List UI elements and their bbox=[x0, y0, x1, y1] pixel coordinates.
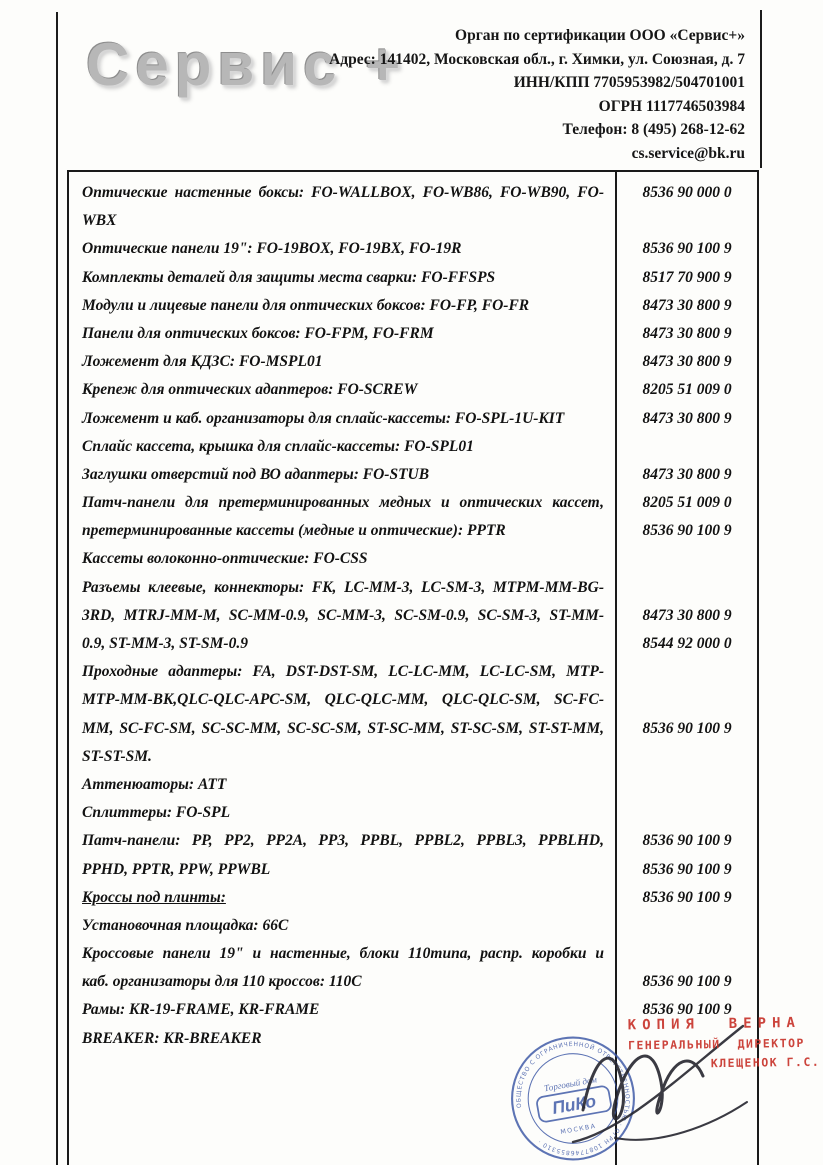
row-text-line: Патч-панели: PP, PP2, PP2A, PP3, PPBL, PPBL2, PPBL3, PPBLHD, bbox=[82, 832, 604, 850]
row-codes bbox=[617, 658, 757, 771]
seal-bottom-text: МОСКВА bbox=[559, 1122, 597, 1137]
row-description bbox=[69, 658, 615, 771]
row-text-line: BREAKER: KR-BREAKER bbox=[82, 1029, 262, 1047]
org-address: Адрес: 141402, Московская обл., г. Химки, ул. Союзная, д. 7 bbox=[329, 50, 745, 68]
seal-ring-text: ОБЩЕСТВО С ОГРАНИЧЕННОЙ ОТВЕТСТВЕННОСТЬЮ · ОГРН 1087746855310 · bbox=[515, 1040, 631, 1157]
table-row bbox=[69, 461, 757, 489]
row-text-line: Патч-панели для претерминированных медных и оптических кассет, bbox=[82, 494, 604, 512]
row-description bbox=[69, 405, 615, 433]
table-row bbox=[69, 884, 757, 912]
row-code: 8473 30 800 9 bbox=[642, 353, 732, 371]
table-row bbox=[69, 179, 757, 235]
row-text-line: Кроссы под плинты: bbox=[82, 888, 226, 906]
table-row bbox=[69, 376, 757, 404]
copy-verna-line: КОПИЯ ВЕРНА bbox=[627, 1014, 801, 1034]
table-row bbox=[69, 545, 757, 573]
row-code: 8473 30 800 9 bbox=[642, 296, 732, 314]
table-row bbox=[69, 827, 757, 883]
row-code bbox=[617, 940, 757, 968]
row-code: 8536 90 000 0 bbox=[642, 184, 732, 201]
row-description bbox=[69, 433, 615, 461]
scan-artifact-left-line bbox=[56, 12, 58, 1165]
table-row bbox=[69, 405, 757, 433]
row-code bbox=[617, 658, 757, 686]
seal-center-top-text: Торговый дом bbox=[543, 1074, 598, 1094]
row-text-line: Крепеж для оптических адаптеров: FO-SCREW bbox=[82, 381, 418, 399]
row-text-line: Кроссовые панели 19" и настенные, блоки 110типа, распр. коробки и bbox=[82, 945, 604, 963]
row-code: 8473 30 800 9 bbox=[642, 324, 732, 342]
row-codes bbox=[617, 235, 757, 263]
row-description bbox=[69, 545, 615, 573]
row-codes bbox=[617, 545, 757, 573]
org-ogrn: ОГРН 1117746503984 bbox=[598, 97, 745, 115]
org-header-block bbox=[329, 24, 745, 165]
signature-tail bbox=[615, 1102, 747, 1140]
row-codes bbox=[617, 884, 757, 912]
row-text-line: Ложемент для КДЗС: FO-MSPL01 bbox=[82, 353, 323, 371]
row-codes bbox=[617, 405, 757, 433]
row-code: 8473 30 800 9 bbox=[642, 465, 732, 483]
row-code: 8536 90 100 9 bbox=[642, 719, 732, 737]
director-title-line: ГЕНЕРАЛЬНЫЙ ДИРЕКТОР bbox=[627, 1035, 806, 1053]
row-codes bbox=[617, 799, 757, 827]
table-row bbox=[69, 658, 757, 771]
table-row bbox=[69, 348, 757, 376]
row-text-line: Панели для оптических боксов: FO-FPM, FO-FRM bbox=[82, 324, 434, 342]
table-row bbox=[69, 771, 757, 799]
row-text-line: Проходные адаптеры: FA, DST-DST-SM, LC-LC-MM, LC-LC-SM, MTP- bbox=[82, 663, 604, 681]
row-description bbox=[69, 884, 615, 912]
row-code: 8536 90 100 9 bbox=[642, 860, 732, 878]
row-codes bbox=[617, 461, 757, 489]
scan-artifact-right-line bbox=[760, 10, 762, 168]
row-description bbox=[69, 489, 615, 545]
row-codes bbox=[617, 771, 757, 799]
row-description bbox=[69, 292, 615, 320]
row-text-line: PPHD, PPTR, PPW, PPWBL bbox=[82, 860, 271, 878]
company-logo: Сервис + bbox=[86, 31, 407, 98]
row-description bbox=[69, 771, 615, 799]
row-description bbox=[69, 827, 615, 883]
table-row bbox=[69, 433, 757, 461]
table-row bbox=[69, 489, 757, 545]
row-text-line: MTP-MM-BK,QLC-QLC-APC-SM, QLC-QLC-MM, QLC-QLC-SM, SC-FC- bbox=[82, 691, 604, 709]
row-text-line: Кассеты волоконно-оптические: FO-CSS bbox=[82, 550, 368, 568]
row-description bbox=[69, 799, 615, 827]
row-code bbox=[617, 545, 757, 573]
table-row bbox=[69, 574, 757, 659]
row-code bbox=[617, 743, 757, 771]
row-text-line: 0.9, ST-MM-3, ST-SM-0.9 bbox=[82, 635, 248, 652]
row-code bbox=[617, 433, 757, 461]
row-text-line: Сплиттеры: FO-SPL bbox=[82, 804, 231, 822]
row-codes bbox=[617, 940, 757, 996]
table-row bbox=[69, 912, 757, 940]
row-code: 8536 90 100 9 bbox=[642, 240, 732, 258]
row-text-line: MM, SC-FC-SM, SC-SC-MM, SC-SC-SM, ST-SC-MM, ST-SC-SM, ST-ST-MM, bbox=[82, 719, 604, 737]
row-codes bbox=[617, 489, 757, 545]
table-row bbox=[69, 940, 757, 996]
row-code: 8536 90 100 9 bbox=[642, 888, 732, 906]
row-code bbox=[617, 771, 757, 799]
org-inn-kpp: ИНН/КПП 7705953982/504701001 bbox=[513, 74, 745, 91]
row-text-line: Оптические настенные боксы: FO-WALLBOX, FO-WB86, FO-WB90, FO- bbox=[82, 184, 604, 201]
row-codes bbox=[617, 827, 757, 883]
row-description bbox=[69, 320, 615, 348]
row-code: 8205 51 009 0 bbox=[642, 494, 732, 512]
copy-verna-stamp bbox=[628, 1015, 823, 1072]
row-text-line: Оптические панели 19": FO-19BOX, FO-19BX, FO-19R bbox=[82, 240, 462, 258]
org-name: Орган по сертификации ООО «Сервис+» bbox=[455, 27, 745, 44]
row-code bbox=[617, 574, 757, 602]
row-description bbox=[69, 376, 615, 404]
row-codes bbox=[617, 912, 757, 940]
row-description bbox=[69, 235, 615, 263]
table-row bbox=[69, 264, 757, 292]
row-code: 8536 90 100 9 bbox=[642, 1001, 732, 1019]
row-code bbox=[617, 799, 757, 827]
row-description bbox=[69, 348, 615, 376]
row-codes bbox=[617, 433, 757, 461]
row-text-line: Модули и лицевые панели для оптических боксов: FO-FP, FO-FR bbox=[82, 296, 530, 314]
row-text-line: ST-ST-SM. bbox=[82, 747, 152, 765]
row-code: 8536 90 100 9 bbox=[642, 973, 732, 991]
row-codes bbox=[617, 292, 757, 320]
row-description bbox=[69, 461, 615, 489]
row-code: 8473 30 800 9 bbox=[642, 409, 732, 427]
row-description bbox=[69, 264, 615, 292]
row-codes bbox=[617, 376, 757, 404]
row-code bbox=[617, 207, 757, 235]
row-text-line: Ложемент и каб. организаторы для сплайс-кассеты: FO-SPL-1U-KIT bbox=[82, 409, 565, 427]
row-codes bbox=[617, 264, 757, 292]
row-code: 8536 90 100 9 bbox=[642, 832, 732, 850]
table-row bbox=[69, 320, 757, 348]
table-row bbox=[69, 292, 757, 320]
row-text-line: Сплайс кассета, крышка для сплайс-кассеты: FO-SPL01 bbox=[82, 437, 474, 455]
row-text-line: каб. организаторы для 110 кроссов: 110C bbox=[82, 973, 362, 991]
table-row bbox=[69, 799, 757, 827]
row-codes bbox=[617, 348, 757, 376]
row-text-line: Рамы: KR-19-FRAME, KR-FRAME bbox=[82, 1001, 320, 1019]
row-code: 8517 70 900 9 bbox=[642, 268, 732, 286]
director-name-line: КЛЕЩЕНОК Г.С. bbox=[710, 1054, 821, 1071]
row-text-line: Разъемы клеевые, коннекторы: FK, LC-MM-3, LC-SM-3, MTPM-MM-BG- bbox=[82, 578, 604, 596]
row-text-line: Аттенюаторы: ATT bbox=[82, 775, 227, 793]
row-description bbox=[69, 179, 615, 235]
row-text-line: Установочная площадка: 66C bbox=[82, 916, 289, 934]
row-description bbox=[69, 912, 615, 940]
row-description bbox=[69, 574, 615, 659]
row-code bbox=[617, 912, 757, 940]
row-codes bbox=[617, 574, 757, 659]
row-code bbox=[617, 686, 757, 714]
org-phone: Телефон: 8 (495) 268-12-62 bbox=[562, 121, 745, 138]
row-text-line: 3RD, MTRJ-MM-M, SC-MM-0.9, SC-MM-3, SC-SM-0.9, SC-SM-3, ST-MM- bbox=[82, 606, 604, 624]
table-row bbox=[69, 235, 757, 263]
row-code: 8205 51 009 0 bbox=[642, 381, 732, 399]
org-email: cs.service@bk.ru bbox=[631, 144, 745, 162]
row-codes bbox=[617, 179, 757, 235]
row-text-line: WBX bbox=[82, 212, 117, 230]
seal-logo-text: ПиКо bbox=[550, 1090, 598, 1118]
row-codes bbox=[617, 320, 757, 348]
row-description bbox=[69, 996, 615, 1024]
row-description bbox=[69, 940, 615, 996]
row-text-line: Заглушки отверстий под ВО адаптеры: FO-STUB bbox=[82, 465, 430, 483]
row-text-line: претерминированные кассеты (медные и оптические): PPTR bbox=[82, 522, 506, 540]
row-code: 8473 30 800 9 bbox=[642, 606, 732, 624]
row-code: 8536 90 100 9 bbox=[642, 522, 732, 540]
row-text-line: Комплекты деталей для защиты места сварки: FO-FFSPS bbox=[82, 268, 496, 286]
row-code: 8544 92 000 0 bbox=[642, 635, 732, 652]
